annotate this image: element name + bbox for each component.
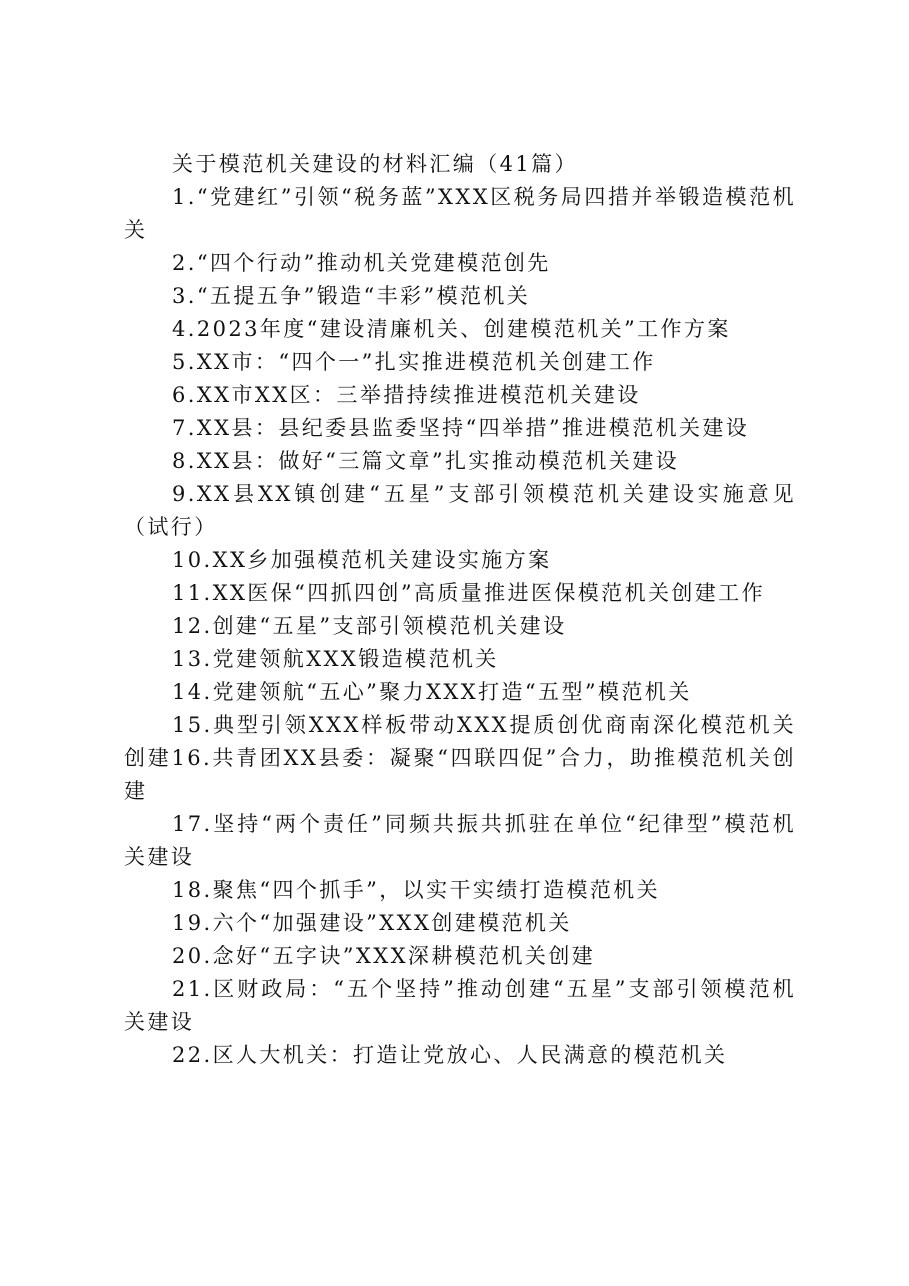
list-item: 19.六个“加强建设”XXX创建模范机关	[172, 911, 572, 935]
list-item: 17.坚持“两个责任”同频共振共抓驻在单位“纪律型”模范机关建设	[124, 812, 796, 869]
list-item: 20.念好“五字诀”XXX深耕模范机关创建	[172, 944, 596, 968]
list-item: 12.创建“五星”支部引领模范机关建设	[172, 614, 567, 638]
document-title: 关于模范机关建设的材料汇编（41篇）	[172, 152, 578, 176]
list-item: 18.聚焦“四个抓手”，以实干实绩打造模范机关	[172, 878, 661, 902]
list-item: 13.党建领航XXX锻造模范机关	[172, 647, 499, 671]
list-item: 9.XX县XX镇创建“五星”支部引领模范机关建设实施意见（试行）	[124, 482, 796, 539]
list-item: 5.XX市：“四个一”扎实推进模范机关创建工作	[172, 350, 656, 374]
list-item: 14.党建领航“五心”聚力XXX打造“五型”模范机关	[172, 680, 692, 704]
list-item: 15.典型引领XXX样板带动XXX提质创优商南深化模范机关创建16.共青团XX县委：凝聚“四联四促”合力，助推模范机关创建	[124, 713, 796, 803]
list-item: 4.2023年度“建设清廉机关、创建模范机关”工作方案	[172, 317, 731, 341]
list-item: 1.“党建红”引领“税务蓝”XXX区税务局四措并举锻造模范机关	[124, 185, 796, 242]
list-item: 8.XX县：做好“三篇文章”扎实推动模范机关建设	[172, 449, 680, 473]
list-item: 7.XX县：县纪委县监委坚持“四举措”推进模范机关建设	[172, 416, 750, 440]
list-item: 22.区人大机关：打造让党放心、人民满意的模范机关	[172, 1043, 728, 1067]
list-item: 11.XX医保“四抓四创”高质量推进医保模范机关创建工作	[172, 581, 765, 605]
list-item: 2.“四个行动”推动机关党建模范创先	[172, 251, 551, 275]
list-item: 21.区财政局：“五个坚持”推动创建“五星”支部引领模范机关建设	[124, 977, 796, 1034]
list-item: 3.“五提五争”锻造“丰彩”模范机关	[172, 284, 531, 308]
document-body	[124, 148, 796, 1072]
list-item: 6.XX市XX区：三举措持续推进模范机关建设	[172, 383, 641, 407]
list-item: 10.XX乡加强模范机关建设实施方案	[172, 548, 552, 572]
